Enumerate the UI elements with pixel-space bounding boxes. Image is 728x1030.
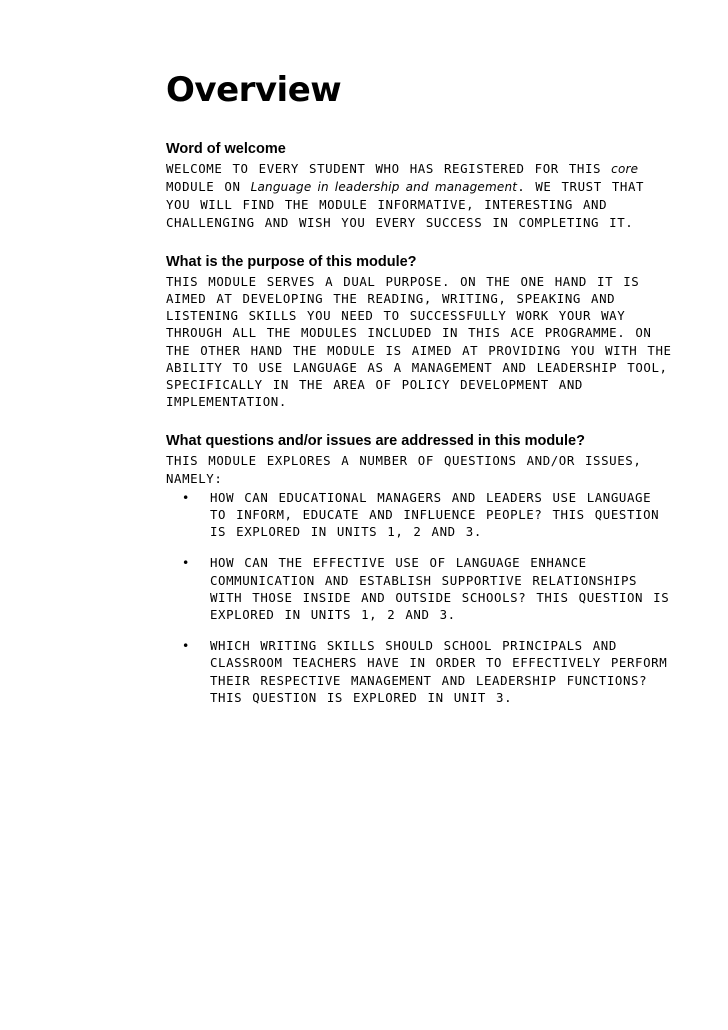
- page-title: Overview: [166, 70, 342, 110]
- list-item: [166, 554, 676, 623]
- list-item-text: HOW CAN THE EFFECTIVE USE OF LANGUAGE ENHANCE COMMUNICATION AND ESTABLISH SUPPORTIVE RELATIONSHIPS WITH THOSE INSIDE AND OUTSIDE SCHOOLS? THIS QUESTION IS EXPLORED IN UNITS 1, 2 AND 3.: [210, 555, 670, 623]
- body-text: MODULE ON: [166, 179, 251, 195]
- bullet-icon: •: [182, 638, 190, 654]
- section-body: [166, 160, 676, 231]
- bullet-icon: •: [182, 489, 190, 505]
- section-welcome: [166, 140, 676, 231]
- module-name: Language in leadership and management: [250, 180, 518, 195]
- list-item-text: HOW CAN EDUCATIONAL MANAGERS AND LEADERS USE LANGUAGE TO INFORM, EDUCATE AND INFLUENCE PEOPLE? THIS QUESTION IS EXPLORED IN UNITS 1, 2 AND 3.: [210, 489, 660, 540]
- section-heading: Word of welcome: [166, 141, 286, 157]
- section-body: [166, 452, 676, 706]
- section-heading: What questions and/or issues are addressed in this module?: [166, 433, 585, 450]
- emphasis-text: core: [611, 162, 639, 176]
- section-body: THIS MODULE SERVES A DUAL PURPOSE. ON THE ONE HAND IT IS AIMED AT DEVELOPING THE READING, WRITING, SPEAKING AND LISTENING SKILLS YOU NEED TO SUCCESSFULLY WORK YOUR WAY THROUGH ALL THE MODULES INCLUDED IN THIS ACE PROGRAMME. ON THE OTHER HAND THE MODULE IS AIMED AT PROVIDING YOU WITH THE ABILITY TO USE LANGUAGE AS A MANAGEMENT AND LEADERSHIP TOOL, SPECIFICALLY IN THE AREA OF POLICY DEVELOPMENT AND IMPLEMENTATION.: [166, 273, 672, 410]
- question-list: [166, 489, 676, 706]
- body-text: WELCOME TO EVERY STUDENT WHO HAS REGISTERED FOR THIS: [166, 161, 612, 176]
- section-intro: THIS MODULE EXPLORES A NUMBER OF QUESTIONS AND/OR ISSUES, NAMELY:: [166, 453, 642, 486]
- bullet-icon: •: [182, 555, 190, 571]
- section-heading: What is the purpose of this module?: [166, 253, 417, 270]
- body-text: . WE TRUST THAT YOU WILL FIND THE MODULE INFORMATIVE, INTERESTING AND CHALLENGING AND WISH YOU EVERY SUCCESS IN COMPLETING IT.: [166, 179, 645, 230]
- section-questions: [166, 432, 676, 706]
- list-item-text: WHICH WRITING SKILLS SHOULD SCHOOL PRINCIPALS AND CLASSROOM TEACHERS HAVE IN ORDER TO EFFECTIVELY PERFORM THEIR RESPECTIVE MANAGEMENT AND LEADERSHIP FUNCTIONS? THIS QUESTION IS EXPLORED IN UNIT 3.: [210, 638, 668, 705]
- list-item: [166, 637, 676, 706]
- page-content: [166, 70, 676, 720]
- section-purpose: [166, 253, 676, 411]
- list-item: [166, 489, 676, 541]
